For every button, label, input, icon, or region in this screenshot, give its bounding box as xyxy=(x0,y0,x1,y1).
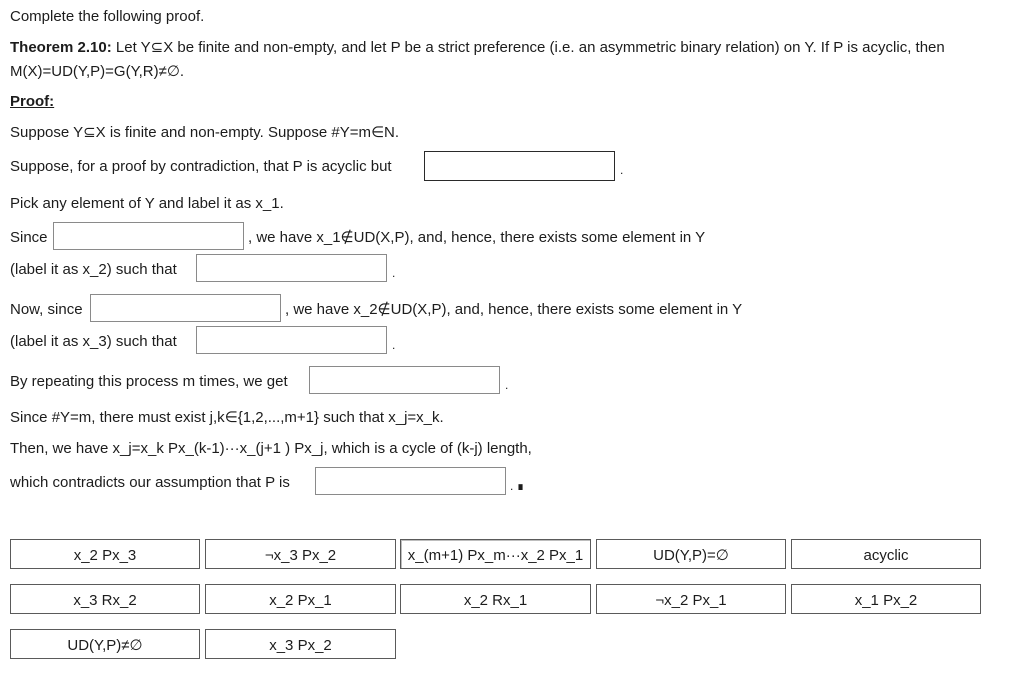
theorem-text: Let Y⊆X be finite and non-empty, and let P be a strict preference (i.e. an asymmetric binary relation) on Y. If P is acyclic, then xyxy=(115,39,945,56)
option-tile[interactable]: UD(Y,P)=∅ xyxy=(596,539,786,569)
proof-line-7: (label it as x_3) such that xyxy=(10,333,177,350)
option-tile[interactable]: ¬x_3 Px_2 xyxy=(205,539,396,569)
instruction-text: Complete the following proof. xyxy=(10,8,205,25)
period: . xyxy=(505,378,509,392)
theorem-conclusion: M(X)=UD(Y,P)=G(Y,R)≠∅. xyxy=(10,63,185,80)
proof-line-1: Suppose Y⊆X is finite and non-empty. Suppose #Y=m∈N. xyxy=(10,124,400,141)
option-tile[interactable]: x_2 Px_1 xyxy=(205,584,396,614)
option-tile[interactable]: x_3 Rx_2 xyxy=(10,584,200,614)
option-tile[interactable]: acyclic xyxy=(791,539,981,569)
option-tile[interactable]: x_2 Px_3 xyxy=(10,539,200,569)
proof-line-4-end: , we have x_1∉UD(X,P), and, hence, there exists some element in Y xyxy=(248,229,706,246)
option-tile[interactable]: UD(Y,P)≠∅ xyxy=(10,629,200,659)
proof-line-9: Since #Y=m, there must exist j,k∈{1,2,...,m+1} such that x_j=x_k. xyxy=(10,409,444,426)
option-tile[interactable]: x_(m+1) Px_m···x_2 Px_1 xyxy=(400,539,591,569)
proof-line-2: Suppose, for a proof by contradiction, that P is acyclic but xyxy=(10,158,392,175)
answer-blank-6[interactable] xyxy=(309,366,500,394)
answer-blank-7[interactable] xyxy=(315,467,506,495)
period: . xyxy=(392,266,396,280)
answer-blank-4[interactable] xyxy=(90,294,281,322)
option-tile[interactable]: x_2 Rx_1 xyxy=(400,584,591,614)
theorem-statement xyxy=(10,39,945,57)
option-tile[interactable]: x_1 Px_2 xyxy=(791,584,981,614)
qed-mark: . ∎ xyxy=(510,479,525,493)
proof-line-4-start: Since xyxy=(10,229,48,246)
answer-blank-2[interactable] xyxy=(53,222,244,250)
period: . xyxy=(620,163,624,177)
option-tile[interactable]: x_3 Px_2 xyxy=(205,629,396,659)
theorem-label: Theorem 2.10: xyxy=(10,39,112,56)
answer-blank-1[interactable] xyxy=(424,151,615,181)
proof-line-11: which contradicts our assumption that P is xyxy=(10,474,290,491)
proof-line-10: Then, we have x_j=x_k Px_(k-1)···x_(j+1 ) Px_j, which is a cycle of (k-j) length, xyxy=(10,440,532,457)
proof-line-6-end: , we have x_2∉UD(X,P), and, hence, there exists some element in Y xyxy=(285,301,743,318)
proof-line-3: Pick any element of Y and label it as x_1. xyxy=(10,195,284,212)
answer-blank-5[interactable] xyxy=(196,326,387,354)
proof-line-6-start: Now, since xyxy=(10,301,83,318)
proof-label: Proof: xyxy=(10,93,55,110)
option-tile[interactable]: ¬x_2 Px_1 xyxy=(596,584,786,614)
proof-line-8: By repeating this process m times, we get xyxy=(10,373,288,390)
proof-line-5: (label it as x_2) such that xyxy=(10,261,177,278)
period: . xyxy=(392,338,396,352)
answer-blank-3[interactable] xyxy=(196,254,387,282)
